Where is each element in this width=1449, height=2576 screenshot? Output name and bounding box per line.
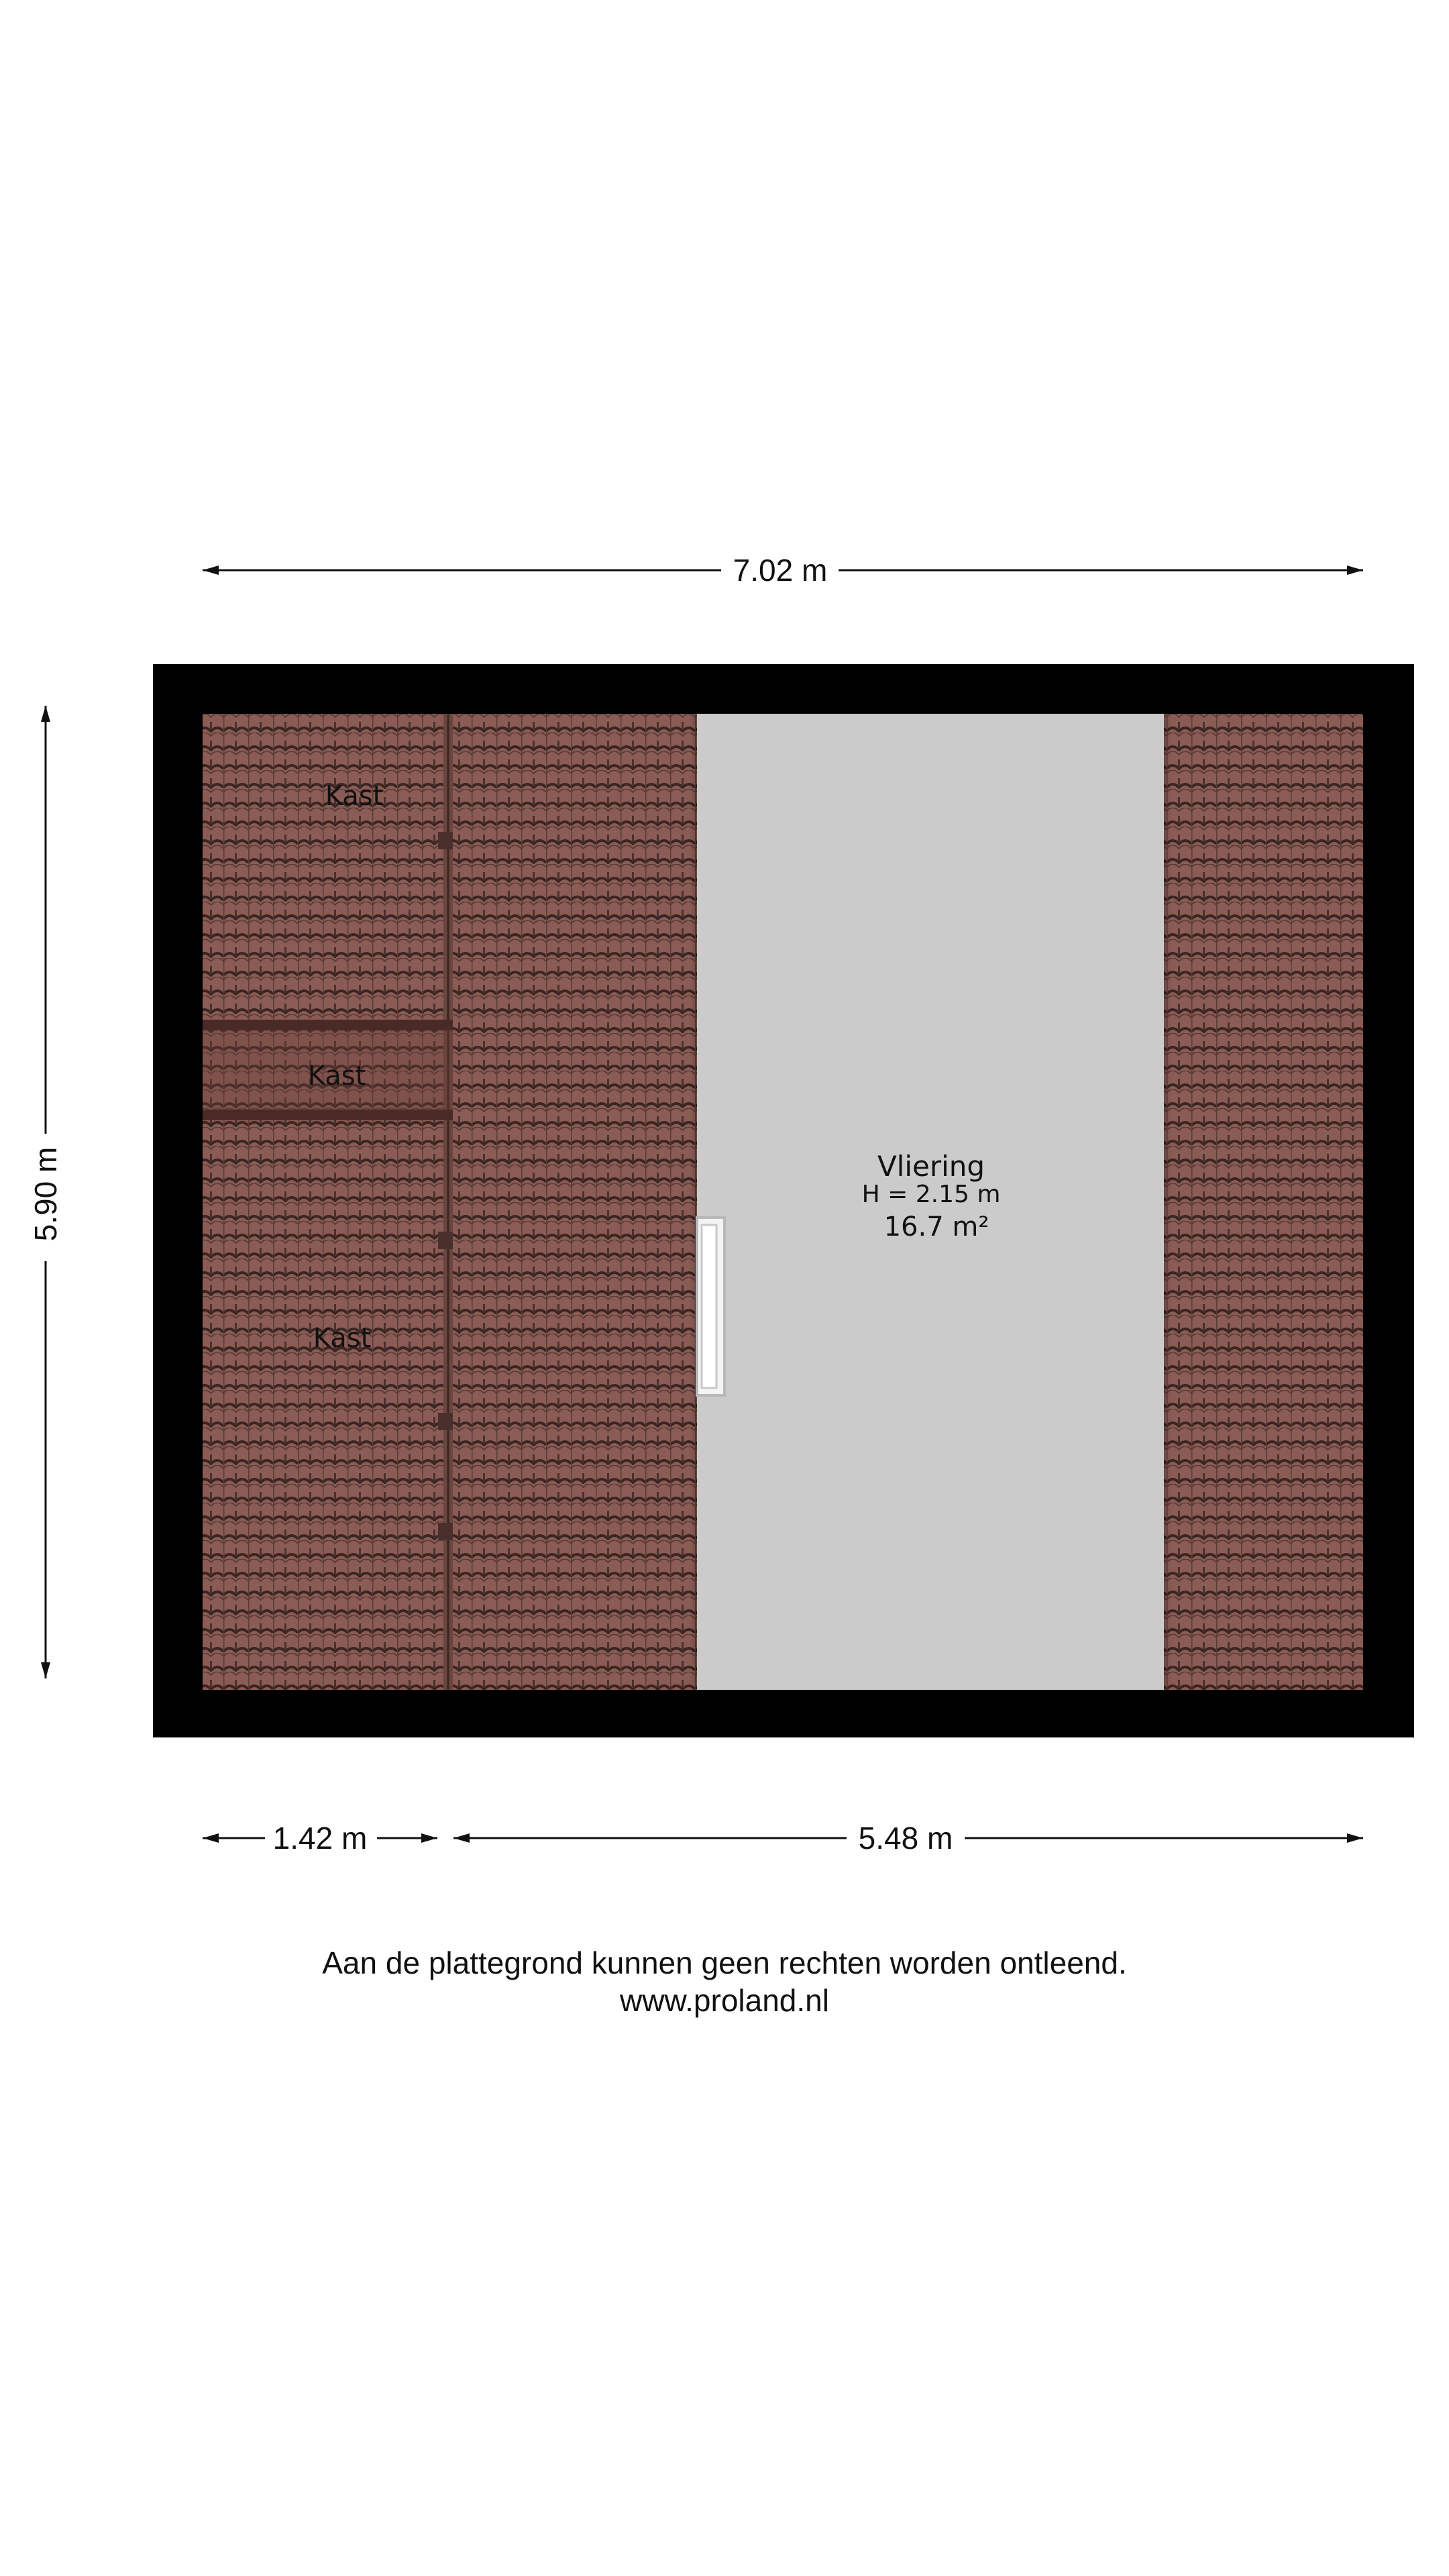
kast-middle-label: Kast (307, 1061, 366, 1091)
total-width-label: 7.02 m (733, 553, 828, 588)
partition-post (438, 832, 453, 849)
dimension-total-height (28, 706, 63, 1678)
total-height-label: 5.90 m (28, 1146, 63, 1242)
vliering-name: Vliering (877, 1150, 985, 1183)
disclaimer-text: Aan de plattegrond kunnen geen rechten worden ontleend. (322, 1945, 1127, 1980)
website-text: www.proland.nl (620, 1983, 829, 2018)
footer (0, 1944, 1449, 2019)
kast-divider-top (203, 1020, 453, 1030)
kast-divider-bottom (203, 1110, 453, 1120)
dimension-bottom-left (203, 1821, 437, 1856)
roof-right (1164, 714, 1363, 1690)
partition-post (438, 1413, 453, 1430)
partition-post (438, 1523, 453, 1540)
kast-bottom-label: Kast (313, 1323, 372, 1354)
dimension-total-width (203, 553, 1363, 588)
partition-post (438, 1232, 453, 1249)
bottom-left-label: 1.42 m (272, 1821, 368, 1856)
bottom-right-label: 5.48 m (858, 1821, 953, 1856)
dimension-bottom-right (453, 1821, 1363, 1856)
vliering-area: 16.7 m² (883, 1212, 989, 1242)
vliering-height: H = 2.15 m (861, 1181, 1001, 1208)
hatch-inner (702, 1225, 716, 1388)
kast-top-label: Kast (325, 781, 384, 812)
